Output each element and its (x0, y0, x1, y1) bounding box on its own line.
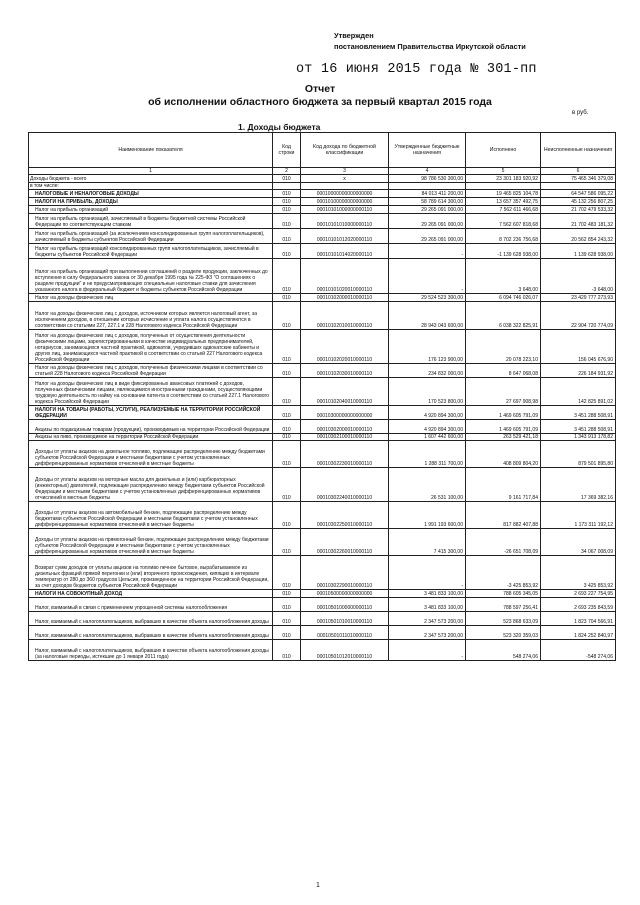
row-line-code: 010 (273, 198, 301, 206)
row-line-code: 010 (273, 214, 301, 229)
row-executed: 788 605 345,05 (466, 590, 541, 598)
row-name: Возврат сумм доходов от уплаты акцизов на топливо печное бытовое, вырабатываемое из дизельных фракций прямой перегонки и (или) вторичного происхождения, кипящих в интервале температур от 280 до 360 градусов Цельсия, произведенное на территории Российской Федерации, за счет доходов бюджетов субъектов Российской Федерации (29, 556, 273, 590)
row-unexecuted: 34 067 008,09 (541, 529, 616, 556)
row-executed: 548 274,06 (466, 640, 541, 661)
row-approved: 28 943 043 600,00 (389, 302, 466, 330)
row-approved: 4 920 894 300,00 (389, 420, 466, 434)
column-number: 4 (389, 168, 466, 175)
row-executed (466, 183, 541, 190)
row-executed: 523 868 633,09 (466, 612, 541, 626)
table-row (29, 468, 616, 502)
row-line-code: 010 (273, 556, 301, 590)
row-approved: - (389, 640, 466, 661)
column-number: 6 (541, 168, 616, 175)
row-unexecuted: 226 184 931,92 (541, 364, 616, 378)
row-name: НАЛОГОВЫЕ И НЕНАЛОГОВЫЕ ДОХОДЫ (29, 190, 273, 198)
row-name: Налог на прибыль организаций при выполнении соглашений о разделе продукции, заключенных до вступления в силу Федерального закона от 30 декабря 1995 года № 225-ФЗ "О соглашениях о разделе продукции" и не предусматривающих специальные налоговые ставки для зачисления указанного налога в федеральный бюджет и бюджеты субъектов Российской Федерации (29, 259, 273, 294)
row-approved: 4 920 894 300,00 (389, 406, 466, 420)
row-line-code: 010 (273, 420, 301, 434)
column-header: Код строки (273, 133, 301, 168)
table-row (29, 259, 616, 294)
column-number: 5 (466, 168, 541, 175)
row-approved: - (389, 259, 466, 294)
row-executed: -26 651 708,09 (466, 529, 541, 556)
row-line-code: 010 (273, 441, 301, 468)
table-body (29, 175, 616, 661)
row-income-code: 00010501000000000110 (301, 598, 389, 612)
column-header: Утвержденные бюджетные назначения (389, 133, 466, 168)
row-line-code: 010 (273, 190, 301, 198)
row-income-code: 00010101012020000110 (301, 229, 389, 244)
row-executed: 9 161 717,84 (466, 468, 541, 502)
unit-label: в руб. (572, 110, 589, 116)
table-header-row (29, 133, 616, 168)
row-approved: 58 789 614 300,00 (389, 198, 466, 206)
table-row (29, 214, 616, 229)
row-name: Налог, взимаемый в связи с применением упрощенной системы налогообложения (29, 598, 273, 612)
column-number: 1 (29, 168, 273, 175)
table-row (29, 502, 616, 529)
row-unexecuted: 22 904 720 774,09 (541, 302, 616, 330)
row-unexecuted: 3 425 853,92 (541, 556, 616, 590)
row-income-code: 00010102000010000110 (301, 294, 389, 302)
table-row (29, 229, 616, 244)
row-line-code: 010 (273, 612, 301, 626)
table-row (29, 198, 616, 206)
row-line-code: 010 (273, 378, 301, 406)
report-subtitle: об исполнении областного бюджета за первый квартал 2015 года (148, 96, 492, 108)
row-unexecuted: 2 693 235 843,59 (541, 598, 616, 612)
row-unexecuted: 1 823 704 566,91 (541, 612, 616, 626)
row-line-code (273, 183, 301, 190)
row-name: Налог, взимаемый с налогоплательщиков, выбравших в качестве объекта налогообложения доходы (за налоговые периоды, истекшие до 1 января 2011 года) (29, 640, 273, 661)
row-unexecuted: 879 501 895,80 (541, 441, 616, 468)
column-number: 3 (301, 168, 389, 175)
row-unexecuted: 17 369 382,16 (541, 468, 616, 502)
row-unexecuted (541, 183, 616, 190)
decree-stamp: от 16 июня 2015 года № 301-пп (296, 62, 537, 77)
table-row (29, 378, 616, 406)
row-unexecuted: -3 648,00 (541, 259, 616, 294)
table-row (29, 420, 616, 434)
row-unexecuted: 23 429 777 273,93 (541, 294, 616, 302)
row-executed: 19 465 825 104,78 (466, 190, 541, 198)
row-line-code: 010 (273, 590, 301, 598)
row-approved: 1 607 442 600,00 (389, 434, 466, 441)
row-line-code: 010 (273, 406, 301, 420)
table-row (29, 612, 616, 626)
row-name: Налог на доходы физических лиц (29, 294, 273, 302)
row-income-code: 00010102030010000110 (301, 364, 389, 378)
table-row (29, 175, 616, 183)
row-name: Налог на доходы физических лиц в виде фиксированных авансовых платежей с доходов, полученных физическими лицами, являющимися иностранными гражданами, осуществляющими трудовую деятельность по найму на основании патента в соответствии со статьей 227.1 Налогового кодекса Российской Федерации (29, 378, 273, 406)
row-income-code: 00010501010010000110 (301, 612, 389, 626)
row-line-code: 010 (273, 640, 301, 661)
row-name: Налог, взимаемый с налогоплательщиков, выбравших в качестве объекта налогообложения доходы (29, 612, 273, 626)
row-approved: 1 288 311 700,00 (389, 441, 466, 468)
row-approved: - (389, 556, 466, 590)
row-approved: 29 265 091 000,00 (389, 229, 466, 244)
table-row (29, 364, 616, 378)
row-executed: -1 139 628 938,00 (466, 244, 541, 259)
row-income-code: 00010101010000000110 (301, 214, 389, 229)
row-approved: 234 832 000,00 (389, 364, 466, 378)
row-approved: 26 531 100,00 (389, 468, 466, 502)
row-unexecuted: 156 045 676,90 (541, 330, 616, 364)
row-income-code: 00010300000000000000 (301, 406, 389, 420)
row-unexecuted: 21 702 483 181,32 (541, 214, 616, 229)
row-unexecuted: 1 173 311 192,12 (541, 502, 616, 529)
row-executed: 3 648,00 (466, 259, 541, 294)
row-income-code: 00010000000000000000 (301, 190, 389, 198)
row-name: Доходы бюджета - всего (29, 175, 273, 183)
table-row (29, 556, 616, 590)
revenue-table (28, 132, 616, 661)
row-name: Налог на доходы физических лиц с доходов, полученных физическими лицами в соответствии со статьей 228 Налогового кодекса Российской Федерации (29, 364, 273, 378)
row-income-code (301, 183, 389, 190)
row-income-code: 00010302100010000110 (301, 434, 389, 441)
row-unexecuted: -548 274,06 (541, 640, 616, 661)
table-row (29, 406, 616, 420)
row-approved: 29 524 523 300,00 (389, 294, 466, 302)
row-executed: 263 529 421,18 (466, 434, 541, 441)
column-header: Наименование показателя (29, 133, 273, 168)
row-unexecuted: 2 693 227 754,95 (541, 590, 616, 598)
table-row (29, 441, 616, 468)
row-name: Налог на доходы физических лиц с доходов, полученных от осуществления деятельности физическими лицами, зарегистрированными в качестве индивидуальных предпринимателей, нотариусов, занимающихся частной практикой, адвокатов, учредивших адвокатские кабинеты и других лиц, занимающихся частной практикой в соответствии со статьей 227 Налогового кодекса Российской Федерации (29, 330, 273, 364)
row-name: Акцизы на пиво, производимое на территории Российской Федерации (29, 434, 273, 441)
row-name: Доходы от уплаты акцизов на автомобильный бензин, подлежащие распределению между бюджетами субъектов Российской Федерации и местными бюджетами с учетом установленных дифференцированных нормативов отчислений в местные бюджеты (29, 502, 273, 529)
row-executed: 6 094 746 026,07 (466, 294, 541, 302)
row-executed: 1 469 605 791,09 (466, 420, 541, 434)
table-row (29, 302, 616, 330)
row-name: Налог на прибыль организаций (за исключением консолидированных групп налогоплательщиков), зачисляемый в бюджеты субъектов Российской Федерации (29, 229, 273, 244)
row-line-code: 010 (273, 529, 301, 556)
row-line-code: 010 (273, 598, 301, 612)
row-unexecuted: 1 139 628 938,00 (541, 244, 616, 259)
row-approved: 2 347 573 200,00 (389, 612, 466, 626)
row-unexecuted: 45 132 256 807,25 (541, 198, 616, 206)
row-executed: 23 301 183 920,92 (466, 175, 541, 183)
row-line-code: 010 (273, 468, 301, 502)
row-line-code: 010 (273, 434, 301, 441)
row-approved: 1 991 193 600,00 (389, 502, 466, 529)
row-approved: 176 123 900,00 (389, 330, 466, 364)
row-name: в том числе: (29, 183, 273, 190)
column-header: Неисполненные назначения (541, 133, 616, 168)
column-number-row (29, 168, 616, 175)
row-income-code: 00010102040010000110 (301, 378, 389, 406)
row-income-code: 00010101014020000110 (301, 244, 389, 259)
table-row (29, 434, 616, 441)
row-unexecuted: 75 465 346 379,08 (541, 175, 616, 183)
row-approved: - (389, 244, 466, 259)
row-income-code: 00010302000010000110 (301, 420, 389, 434)
table-row (29, 626, 616, 640)
row-approved: 98 786 530 300,00 (389, 175, 466, 183)
row-income-code: 00010501011010000110 (301, 626, 389, 640)
row-income-code: 00010102010010000110 (301, 302, 389, 330)
row-approved: 3 481 833 100,00 (389, 590, 466, 598)
row-income-code: x (301, 175, 389, 183)
row-line-code: 010 (273, 229, 301, 244)
row-name: Налог на прибыль организаций (29, 206, 273, 214)
row-unexecuted: 1 824 252 840,97 (541, 626, 616, 640)
row-approved: 3 481 833 100,00 (389, 598, 466, 612)
page-number: 1 (316, 882, 320, 889)
row-name: Налог на прибыль организаций, зачисляемый в бюджеты бюджетной системы Российской Федерации по соответствующим ставкам (29, 214, 273, 229)
row-executed: 523 320 359,03 (466, 626, 541, 640)
row-name: Акцизы по подакцизным товарам (продукции), производимым на территории Российской Федерации (29, 420, 273, 434)
row-name: НАЛОГИ НА ПРИБЫЛЬ, ДОХОДЫ (29, 198, 273, 206)
row-executed: 20 078 223,10 (466, 330, 541, 364)
row-line-code: 010 (273, 502, 301, 529)
approval-block (334, 30, 526, 52)
row-income-code: 00010101000000000110 (301, 206, 389, 214)
table-row (29, 590, 616, 598)
row-income-code: 00010302290010000110 (301, 556, 389, 590)
row-unexecuted: 20 562 854 243,32 (541, 229, 616, 244)
row-income-code: 00010302250010000110 (301, 502, 389, 529)
row-name: Налог на доходы физических лиц с доходов, источником которых является налоговый агент, за исключением доходов, в отношении которых исчисление и уплата налога осуществляются в соответствии со статьями 227, 227.1 и 228 Налогового кодекса Российской Федерации (29, 302, 273, 330)
row-approved: 84 013 411 200,00 (389, 190, 466, 198)
row-income-code: 00010302240010000110 (301, 468, 389, 502)
table-row (29, 244, 616, 259)
column-header: Код дохода по бюджетной классификации (301, 133, 389, 168)
row-income-code: 00010101020010000110 (301, 259, 389, 294)
table-row (29, 598, 616, 612)
row-line-code: 010 (273, 175, 301, 183)
row-executed: 7 562 611 466,68 (466, 206, 541, 214)
row-executed: 8 647 068,08 (466, 364, 541, 378)
row-approved: 29 265 091 000,00 (389, 206, 466, 214)
row-executed: 6 038 322 825,91 (466, 302, 541, 330)
row-executed: 27 697 908,98 (466, 378, 541, 406)
report-title: Отчет (304, 83, 336, 95)
row-unexecuted: 3 451 288 508,91 (541, 420, 616, 434)
row-income-code: 00010100000000000000 (301, 198, 389, 206)
table-row (29, 294, 616, 302)
row-unexecuted: 3 451 288 508,91 (541, 406, 616, 420)
row-line-code: 010 (273, 294, 301, 302)
row-income-code: 00010501012010000110 (301, 640, 389, 661)
row-name: Доходы от уплаты акцизов на прямогонный бензин, подлежащие распределению между бюджетами субъектов Российской Федерации и местными бюджетами с учетом установленных дифференцированных нормативов отчислений в местные бюджеты (29, 529, 273, 556)
row-executed: 13 657 357 492,75 (466, 198, 541, 206)
row-approved (389, 183, 466, 190)
row-executed: 817 882 407,88 (466, 502, 541, 529)
row-line-code: 010 (273, 259, 301, 294)
row-executed: 8 702 236 756,68 (466, 229, 541, 244)
row-line-code: 010 (273, 302, 301, 330)
row-name: Доходы от уплаты акцизов на моторные масла для дизельных и (или) карбюраторных (инжекторных) двигателей, подлежащие распределению между бюджетами субъектов Российской Федерации и местными бюджетами с учетом установленных дифференцированных нормативов отчислений в местные бюджеты (29, 468, 273, 502)
row-name: НАЛОГИ НА ТОВАРЫ (РАБОТЫ, УСЛУГИ), РЕАЛИЗУЕМЫЕ НА ТЕРРИТОРИИ РОССИЙСКОЙ ФЕДЕРАЦИИ (29, 406, 273, 420)
row-income-code: 00010302260010000110 (301, 529, 389, 556)
row-unexecuted: 64 547 586 095,22 (541, 190, 616, 198)
row-line-code: 010 (273, 206, 301, 214)
table-row (29, 206, 616, 214)
section-title: 1. Доходы бюджета (238, 122, 321, 132)
column-number: 2 (273, 168, 301, 175)
row-name: НАЛОГИ НА СОВОКУПНЫЙ ДОХОД (29, 590, 273, 598)
table-row (29, 183, 616, 190)
table-row (29, 640, 616, 661)
row-approved: 29 265 091 000,00 (389, 214, 466, 229)
approval-line-1: Утвержден (334, 31, 374, 40)
row-executed: 408 809 804,20 (466, 441, 541, 468)
table-row (29, 190, 616, 198)
row-approved: 170 523 800,00 (389, 378, 466, 406)
row-line-code: 010 (273, 330, 301, 364)
row-approved: 7 415 300,00 (389, 529, 466, 556)
row-line-code: 010 (273, 244, 301, 259)
row-income-code: 00010102020010000110 (301, 330, 389, 364)
column-header: Исполнено (466, 133, 541, 168)
row-line-code: 010 (273, 364, 301, 378)
row-approved: 2 347 573 200,00 (389, 626, 466, 640)
row-name: Налог, взимаемый с налогоплательщиков, выбравших в качестве объекта налогообложения доходы (29, 626, 273, 640)
row-name: Налог на прибыль организаций консолидированных групп налогоплательщиков, зачисляемый в бюджеты субъектов Российской Федерации (29, 244, 273, 259)
row-line-code: 010 (273, 626, 301, 640)
row-income-code: 00010302230010000110 (301, 441, 389, 468)
table-row (29, 330, 616, 364)
row-executed: -3 425 853,92 (466, 556, 541, 590)
row-name: Доходы от уплаты акцизов на дизельное топливо, подлежащие распределению между бюджетами субъектов Российской Федерации и местными бюджетами с учетом установленных дифференцированных нормативов отчислений в местные бюджеты (29, 441, 273, 468)
row-unexecuted: 1 343 913 178,82 (541, 434, 616, 441)
row-executed: 788 597 256,41 (466, 598, 541, 612)
row-executed: 1 469 605 791,09 (466, 406, 541, 420)
row-executed: 7 562 607 818,68 (466, 214, 541, 229)
row-income-code: 00010500000000000000 (301, 590, 389, 598)
row-unexecuted: 142 825 891,02 (541, 378, 616, 406)
table-row (29, 529, 616, 556)
row-unexecuted: 21 702 479 533,32 (541, 206, 616, 214)
approval-line-2: постановлением Правительства Иркутской области (334, 42, 526, 51)
